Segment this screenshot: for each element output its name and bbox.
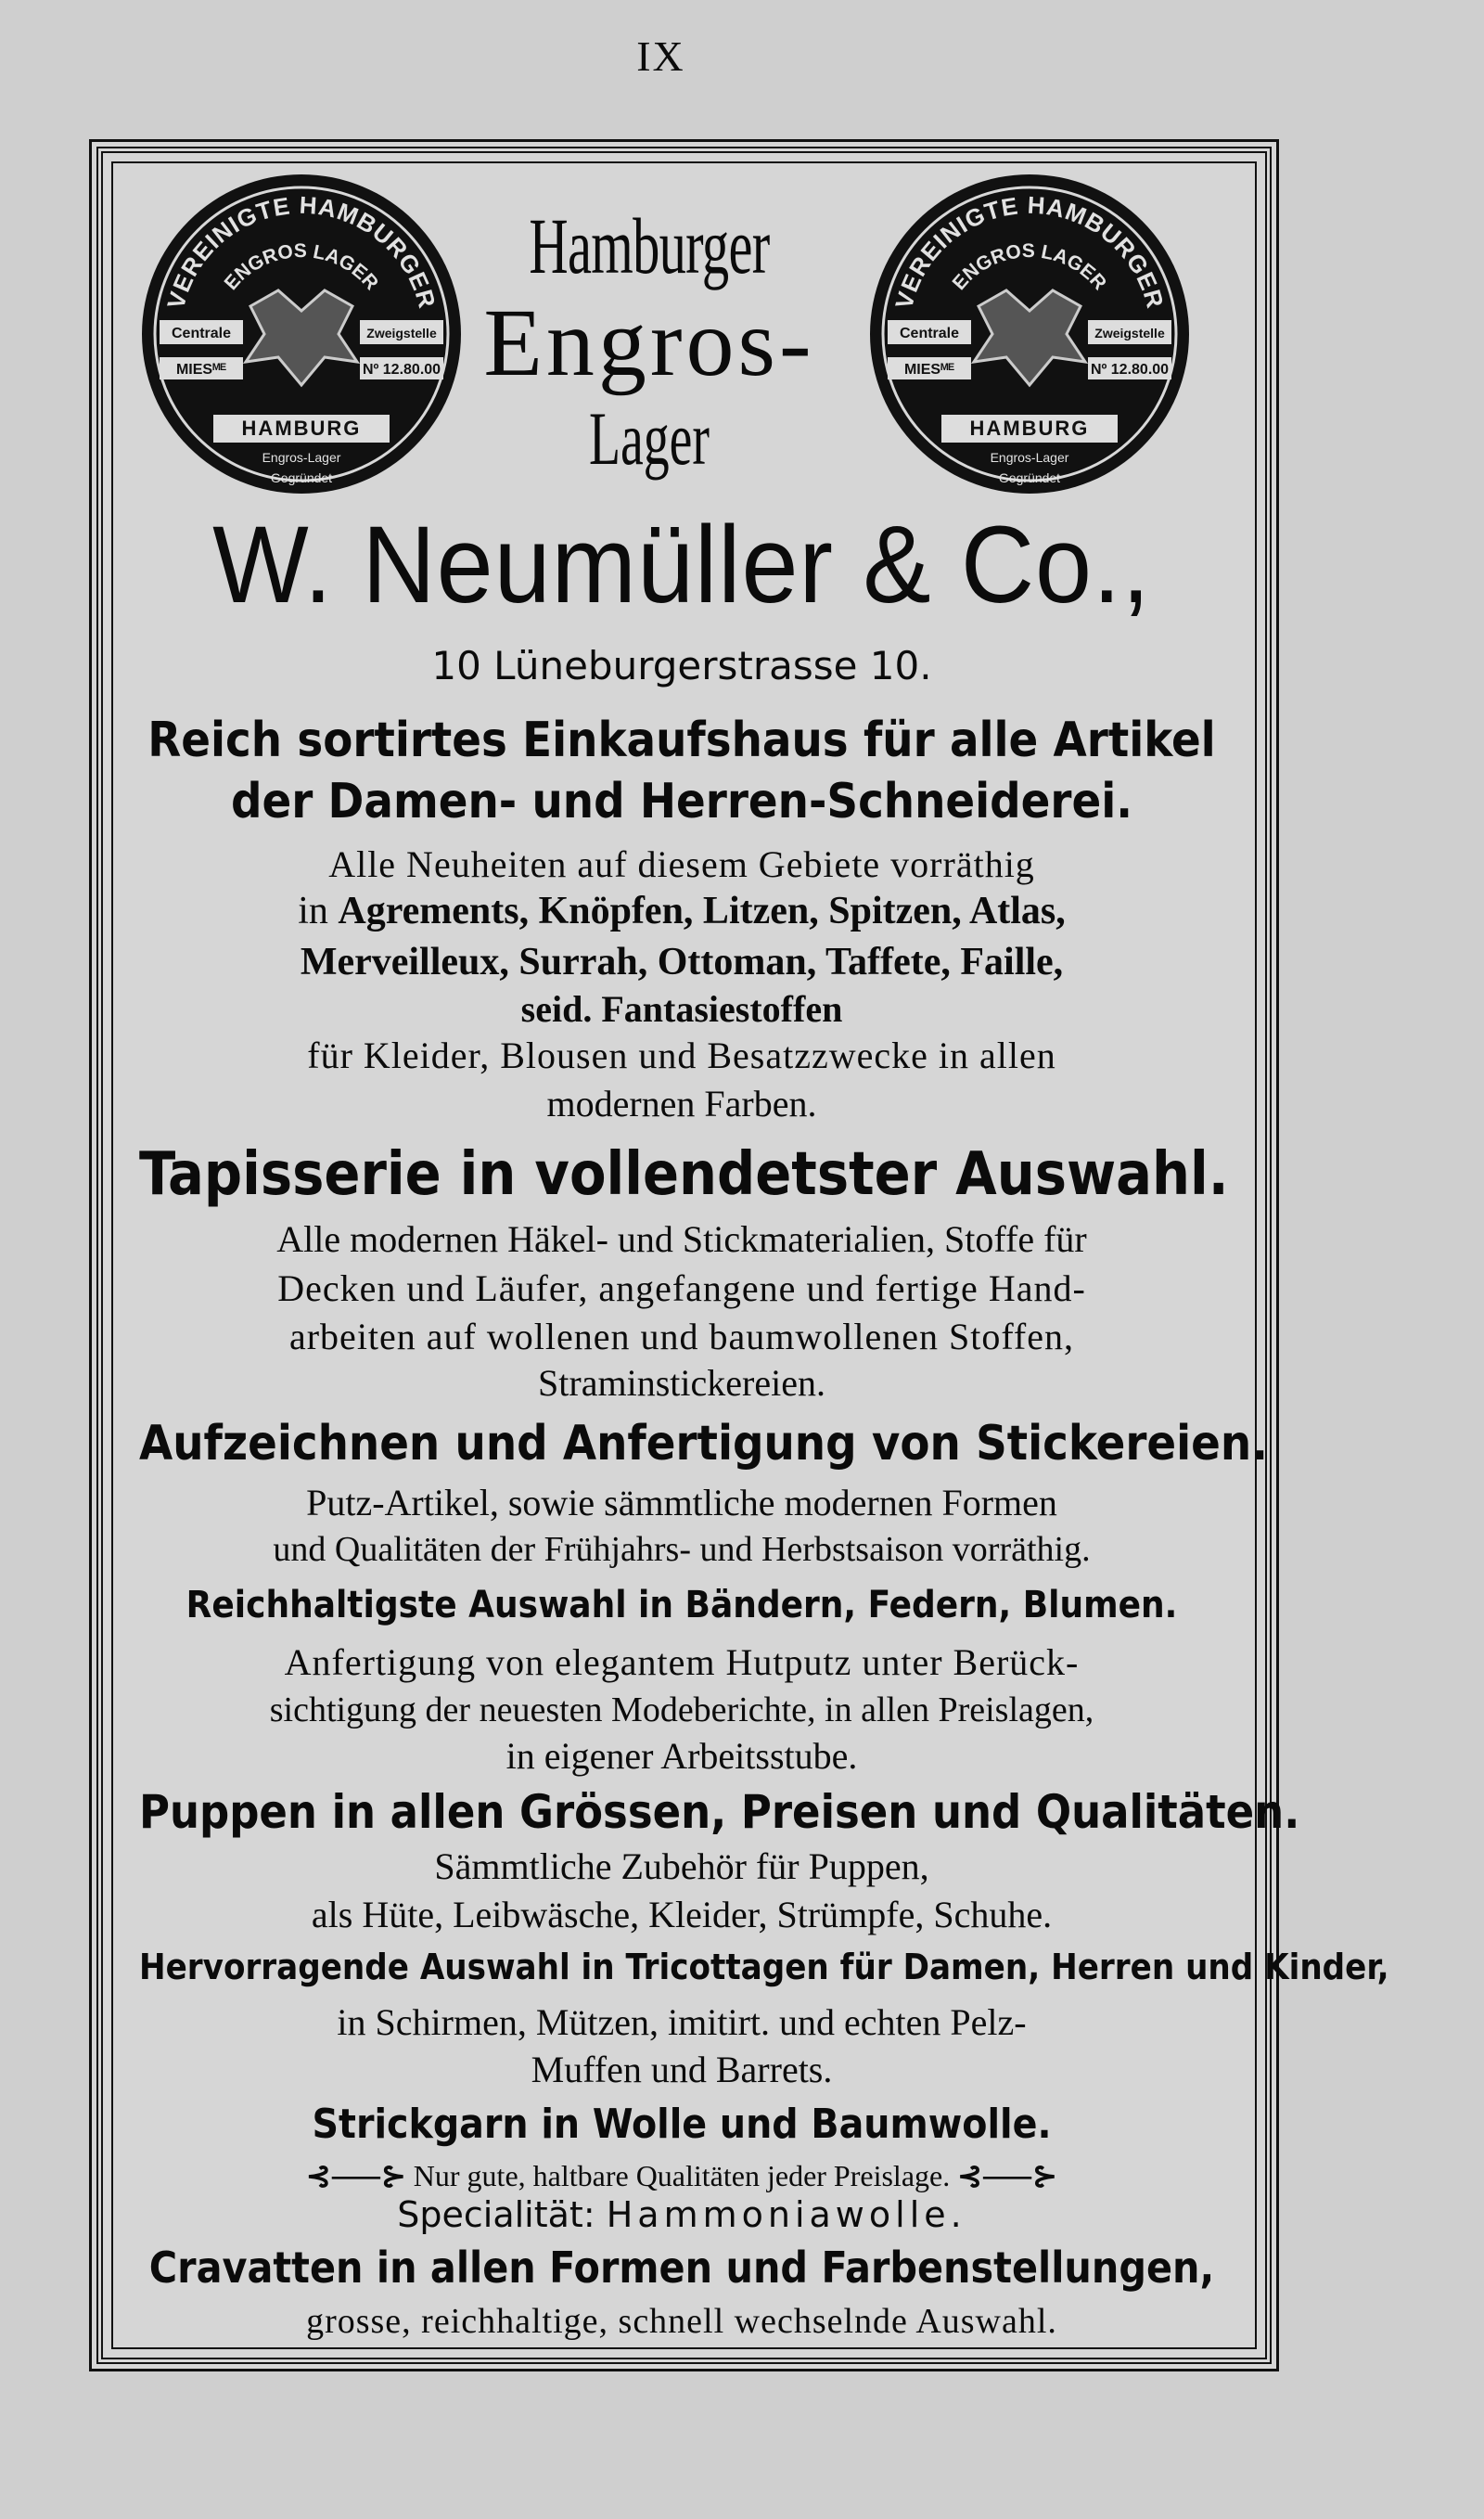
headline-schneiderei: der Damen- und Herren-Schneiderei. [230,774,1133,829]
text-auswahl: grosse, reichhaltige, schnell wechselnde Auswahl. [306,2302,1057,2341]
text-haekel: Alle modernen Häkel- und Stickmaterialien, Stoffe für [276,1218,1087,1260]
text-zubehoer: Sämmtliche Zubehör für Puppen, [434,1845,929,1887]
ornament-left-icon: ⊰⸺⊱ [306,2159,406,2192]
text-huete: als Hüte, Leibwäsche, Kleider, Strümpfe, Schuhe. [311,1894,1053,1935]
header-line-1: Hamburger [529,201,770,290]
seal-second-arc: ENGROS LAGER [948,240,1111,295]
seal-logo-left [139,172,464,496]
seal-left-label: MIESᴹᴱ [903,362,955,378]
seal-bottom: Engros-Lager [262,450,341,465]
headline-baendern: Reichhaltigste Auswahl in Bändern, Federn, Blumen. [186,1584,1178,1626]
seal-logo-right [867,172,1192,496]
address: 10 Lüneburgerstrasse 10. [431,643,932,688]
seal-right-box: Zweigstelle [1094,326,1165,341]
text-schirmen: in Schirmen, Mützen, imitirt. und echten Pelz- [337,2001,1027,2043]
header-line-2: Engros- [483,289,815,396]
seal-top-arc: VEREINIGTE HAMBURGER [161,190,441,312]
text-fantasiestoffen: seid. Fantasiestoffen [520,988,843,1030]
text-in: in [298,890,328,932]
seal-right-box: Zweigstelle [366,326,437,341]
text-specialitaet-line [139,2194,1224,2235]
text-agrements: Agrements, Knöpfen, Litzen, Spitzen, Atlas, [338,890,1066,932]
headline-tricottagen: Hervorragende Auswahl in Tricottagen für Damen, Herren und Kinder, [139,1947,1389,1987]
page-number: IX [636,32,685,80]
text-agrements-line [139,892,1224,931]
text-modeberichte: sichtigung der neuesten Modeberichte, in allen Preislagen, [269,1690,1094,1729]
text-arbeitsstube: in eigener Arbeitsstube. [505,1735,858,1777]
firm-name: W. Neumüller & Co., [212,504,1151,626]
text-hammoniawolle: Hammoniawolle. [606,2194,966,2235]
text-decken: Decken und Läufer, angefangene und fertige Hand- [277,1267,1086,1309]
text-merveilleux: Merveilleux, Surrah, Ottoman, Taffete, Faille, [300,941,1064,983]
headline-puppen: Puppen in allen Grössen, Preisen und Qualitäten. [139,1785,1300,1839]
text-neuheiten: Alle Neuheiten auf diesem Gebiete vorräthig [328,843,1035,885]
text-specialitaet: Specialität: [397,2194,595,2235]
seal-top-arc: VEREINIGTE HAMBURGER [889,190,1170,312]
header-line-3: Lager [588,396,710,481]
seal-city: HAMBURG [241,417,362,440]
text-muffen: Muffen und Barrets. [531,2049,833,2090]
text-preislage-line [139,2161,1224,2191]
seal-left-label: MIESᴹᴱ [175,362,227,378]
ornament-right-icon: ⊰⸺⊱ [957,2159,1057,2192]
seal-right-label: Nº 12.80.00 [1090,362,1170,378]
headline-einkaufshaus: Reich sortirtes Einkaufshaus für alle Artikel [147,713,1216,768]
seal-founded: Gegründet [270,470,333,485]
headline-stickereien: Aufzeichnen und Anfertigung von Stickereien. [139,1416,1268,1472]
text-kleider-blousen: für Kleider, Blousen und Besatzzwecke in allen [307,1035,1056,1076]
headline-tapisserie: Tapisserie in vollendetster Auswahl. [139,1140,1229,1209]
seal-left-box: Centrale [171,326,232,341]
seal-founded: Gegründet [998,470,1061,485]
seal-right-label: Nº 12.80.00 [362,362,441,378]
seal-left-box: Centrale [899,326,960,341]
text-straminstickereien: Straminstickereien. [538,1362,825,1404]
text-preislage: Nur gute, haltbare Qualitäten jeder Preislage. [413,2159,951,2192]
seal-second-arc: ENGROS LAGER [220,240,383,295]
text-modernen-farben: modernen Farben. [546,1083,817,1125]
headline-strickgarn: Strickgarn in Wolle und Baumwolle. [312,2101,1052,2148]
text-hutputz: Anfertigung von elegantem Hutputz unter Berück- [284,1641,1080,1683]
headline-cravatten: Cravatten in allen Formen und Farbenstellungen, [148,2243,1215,2293]
text-arbeiten: arbeiten auf wollenen und baumwollenen Stoffen, [288,1316,1075,1357]
text-qualitaeten: und Qualitäten der Frühjahrs- und Herbstsaison vorräthig. [273,1530,1091,1569]
text-putz-artikel: Putz-Artikel, sowie sämmtliche modernen Formen [306,1482,1057,1523]
seal-city: HAMBURG [969,417,1090,440]
seal-bottom: Engros-Lager [990,450,1069,465]
